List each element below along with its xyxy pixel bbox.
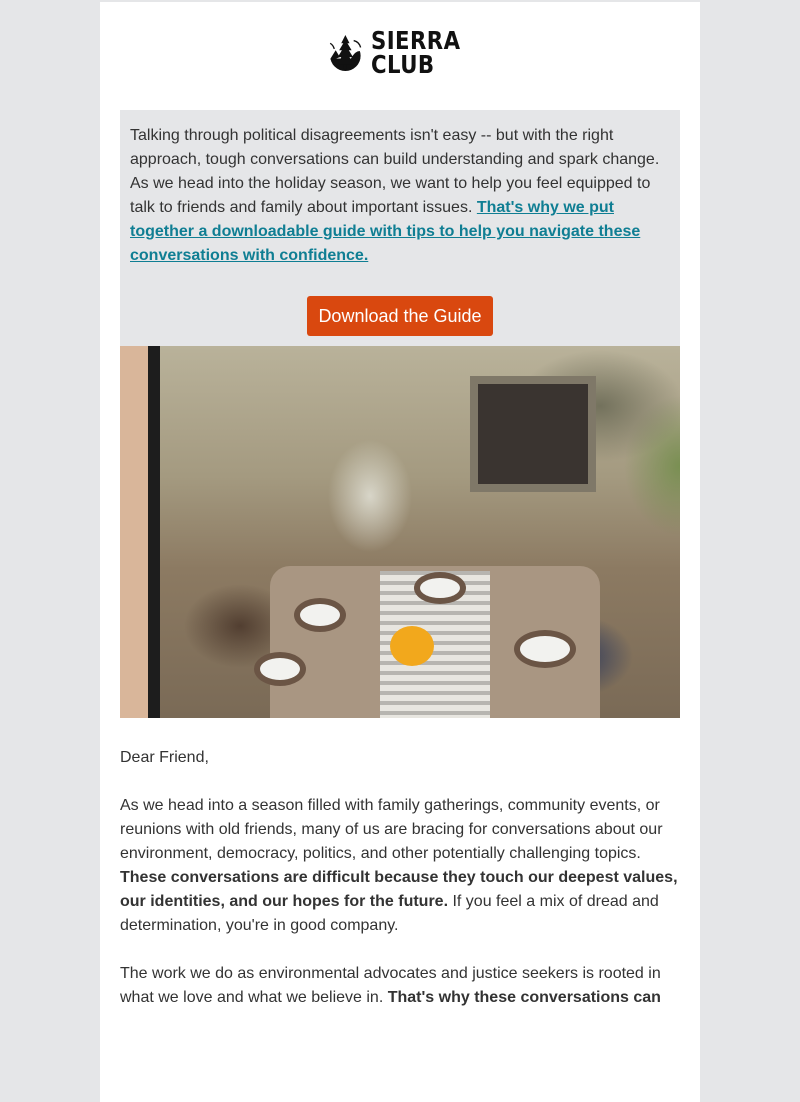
logo-wordmark [370,26,461,79]
sierra-club-logo[interactable] [326,24,476,82]
sierra-club-tree-logo-icon [326,25,365,81]
hero-plate [300,604,340,626]
logo-line-2: CLUB [370,50,435,79]
p1-text: As we head into a season filled with family gatherings, community events, or reunions with old friends, many of us are bracing for conversations about our environment, democracy, politics, and other potentially challenging topics. [120,797,663,862]
hero-fireplace-detail [470,376,596,492]
hero-window-detail [120,346,160,718]
letter-paragraph-1 [120,794,680,938]
logo-line-1: SIERRA [370,26,461,55]
download-guide-button[interactable]: Download the Guide [307,296,493,336]
p2-bold: That's why these conversations can [387,989,661,1006]
guide-link[interactable]: That's why we put together a downloadable guide with tips to help you navigate these conversations with confidence. [130,199,641,264]
hero-plate [420,578,460,598]
p1-bold: These conversations are difficult because they touch our deepest values, our identities, and our hopes for the future. [120,869,678,910]
intro-section [120,110,680,346]
p1-tail: If you feel a mix of dread and determination, you're in good company. [120,893,659,934]
intro-text: Talking through political disagreements isn't easy -- but with the right approach, tough conversations can build understanding and spark change. As we head into the holiday season, we want to help you feel equipped to talk to friends and family about important issues. [130,127,660,216]
email-container [100,2,700,1102]
p2-text: The work we do as environmental advocates and justice seekers is rooted in what we love and what we believe in. [120,965,661,1006]
hero-juice-pitcher [390,626,434,666]
hero-plate [520,636,570,662]
salutation: Dear Friend, [120,749,209,766]
letter-paragraph-2 [120,962,680,1010]
intro-paragraph [130,124,670,268]
hero-image[interactable] [120,346,680,718]
letter-body [120,746,680,1034]
hero-plate [260,658,300,680]
